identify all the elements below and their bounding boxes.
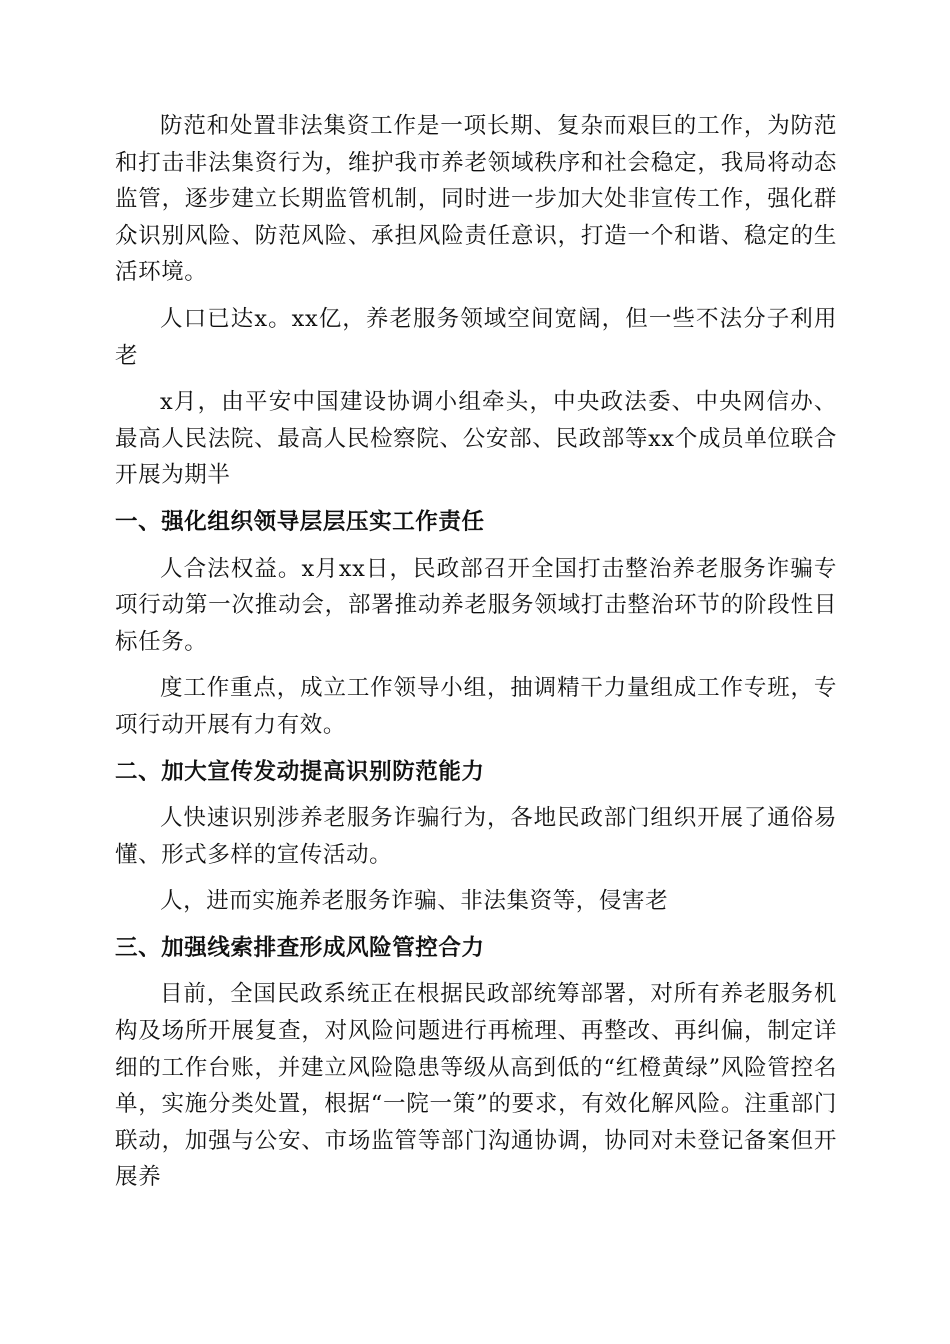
section-heading: 一、强化组织领导层层压实工作责任: [115, 508, 485, 535]
paragraph: 防范和处置非法集资工作是一项长期、复杂而艰巨的工作，为防范和打击非法集资行为，维护我市养老领域秩序和社会稳定，我局将动态监管，逐步建立长期监管机制，同时进一步加大处非宣传工作，强化群众识别风险、防范风险、承担风险责任意识，打造一个和谐、稳定的生活环境。: [115, 113, 837, 286]
paragraph: 人快速识别涉养老服务诈骗行为，各地民政部门组织开展了通俗易懂、形式多样的宣传活动。: [115, 805, 837, 868]
paragraph: 人口已达x。xx亿，养老服务领域空间宽阔，但一些不法分子利用老: [115, 305, 837, 369]
section-heading: 三、加强线索排查形成风险管控合力: [115, 934, 485, 961]
paragraph: 人合法权益。x月xx日，民政部召开全国打击整治养老服务诈骗专项行动第一次推动会，部署推动养老服务领域打击整治环节的阶段性目标任务。: [115, 555, 837, 655]
paragraph: 人，进而实施养老服务诈骗、非法集资等，侵害老: [160, 888, 669, 915]
paragraph: 目前，全国民政系统正在根据民政部统筹部署，对所有养老服务机构及场所开展复查，对风险问题进行再梳理、再整改、再纠偏，制定详细的工作台账，并建立风险隐患等级从高到低的“红橙黄绿”风险管控名单，实施分类处置，根据“一院一策”的要求，有效化解风险。注重部门联动，加强与公安、市场监管等部门沟通协调，协同对未登记备案但开展养: [115, 981, 837, 1191]
document-page: [115, 108, 837, 1206]
section-heading: 二、加大宣传发动提高识别防范能力: [115, 758, 485, 785]
paragraph: 度工作重点，成立工作领导小组，抽调精干力量组成工作专班，专项行动开展有力有效。: [115, 675, 837, 738]
paragraph: x月，由平安中国建设协调小组牵头，中央政法委、中央网信办、最高人民法院、最高人民检察院、公安部、民政部等xx个成员单位联合开展为期半: [115, 389, 837, 489]
